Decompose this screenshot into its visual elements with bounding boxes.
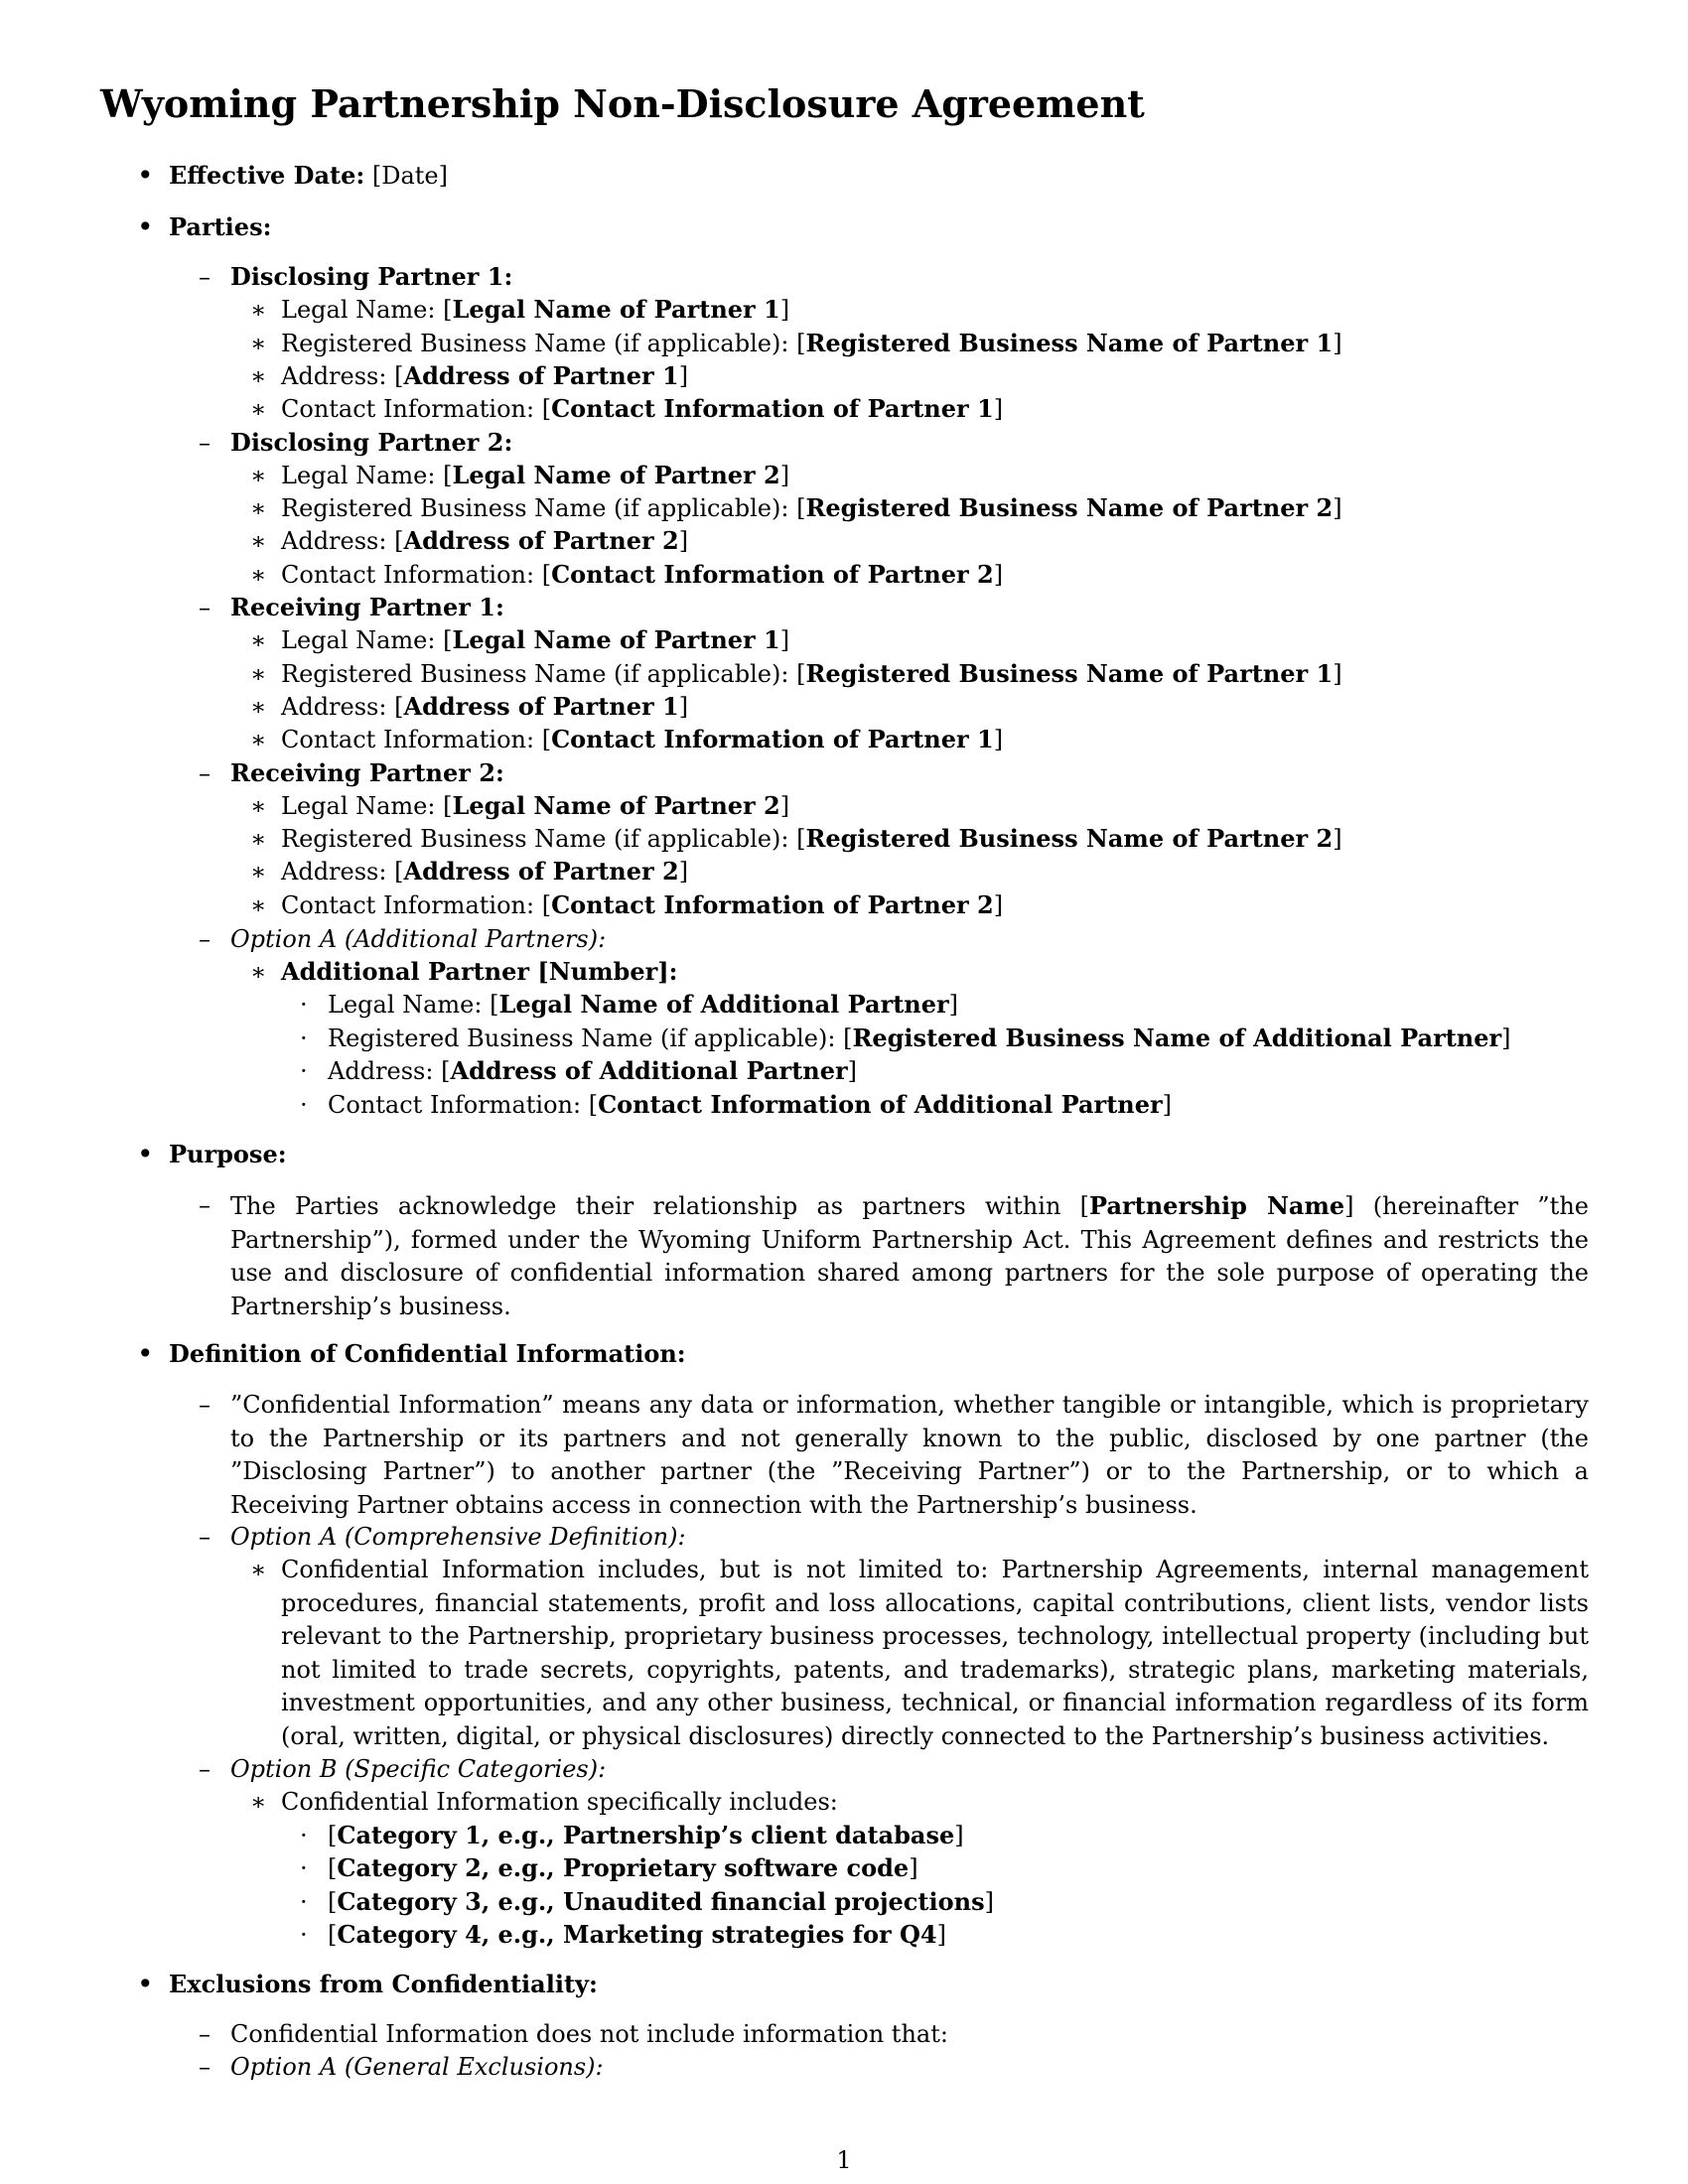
- category-item: [Category 1, e.g., Partnership’s client database]: [328, 1821, 964, 1849]
- dot-marker: ·: [300, 1822, 308, 1849]
- category-item: [Category 2, e.g., Proprietary software code]: [328, 1853, 918, 1882]
- additional-registered-name: Registered Business Name (if applicable): [Registered Business Name of Additional Partner]: [328, 1024, 1511, 1052]
- partner-contact-information: Contact Information: [Contact Information of Partner 1]: [281, 725, 1004, 754]
- dash-marker: –: [199, 925, 211, 953]
- bullet: •: [137, 1138, 154, 1170]
- dash-marker: –: [199, 2053, 211, 2081]
- partner-contact-information: Contact Information: [Contact Information of Partner 1]: [281, 394, 1004, 424]
- asterisk-marker: ∗: [250, 626, 267, 655]
- parties-option-a-label: Option A (Additional Partners):: [230, 925, 607, 953]
- page-number: 1: [836, 2146, 852, 2174]
- partner-heading: Disclosing Partner 2:: [230, 427, 513, 457]
- additional-partner-heading: Additional Partner [Number]:: [281, 957, 678, 986]
- asterisk-marker: ∗: [250, 461, 267, 489]
- bullet: •: [137, 159, 154, 192]
- exclusions-intro: Confidential Information does not include information that:: [230, 2020, 948, 2048]
- asterisk-marker: ∗: [250, 825, 267, 854]
- partner-legal-name: Legal Name: [Legal Name of Partner 2]: [281, 790, 790, 820]
- effective-date: Effective Date: [Date]: [169, 161, 448, 190]
- partner-address: Address: [Address of Partner 1]: [281, 360, 689, 390]
- dot-marker: ·: [300, 1921, 308, 1949]
- dash-marker: –: [199, 428, 211, 457]
- dash-marker: –: [199, 1755, 211, 1783]
- partner-heading: Disclosing Partner 1:: [230, 262, 513, 291]
- partner-address: Address: [Address of Partner 1]: [281, 691, 689, 721]
- category-item: [Category 4, e.g., Marketing strategies for Q4]: [328, 1920, 946, 1949]
- partner-registered-business-name: Registered Business Name (if applicable): [Registered Business Name of Partner 1]: [281, 658, 1342, 688]
- asterisk-marker: ∗: [250, 1556, 267, 1583]
- dot-marker: ·: [300, 1024, 308, 1052]
- partner-contact-information: Contact Information: [Contact Information of Partner 2]: [281, 889, 1004, 919]
- asterisk-marker: ∗: [250, 726, 267, 754]
- asterisk-marker: ∗: [250, 527, 267, 556]
- asterisk-marker: ∗: [250, 890, 267, 919]
- asterisk-marker: ∗: [250, 395, 267, 424]
- bullet: •: [137, 210, 154, 243]
- purpose-text: The Parties acknowledge their relationship as partners within [Partnership Name] (hereinafter ”the Partnership”), formed under the Wyoming Uniform Partnership Act. This Agreement defines and restricts the use and disclosure of confidential information shared among partners for the sole purpose of operating the Partnership’s business.: [230, 1191, 1589, 1320]
- definition-option-b-intro: Confidential Information specifically includes:: [281, 1788, 838, 1816]
- asterisk-marker: ∗: [250, 560, 267, 589]
- additional-contact: Contact Information: [Contact Information of Additional Partner]: [328, 1090, 1173, 1119]
- partner-address: Address: [Address of Partner 2]: [281, 526, 689, 556]
- dash-marker: –: [199, 1391, 211, 1419]
- definition-option-a-text: Confidential Information includes, but is not limited to: Partnership Agreements, internal management procedures, financial statements, profit and loss allocations, capital contributions, client lists, vendor lists relevant to the Partnership, proprietary business processes, technology, intellectual property (including but not limited to trade secrets, copyrights, patents, and trademarks), strategic plans, marketing materials, investment opportunities, and any other business, technical, or financial information regardless of its form (oral, written, digital, or physical disclosures) directly connected to the Partnership’s business activities.: [281, 1556, 1589, 1750]
- document-title: Wyoming Partnership Non-Disclosure Agreement: [100, 81, 1145, 126]
- dot-marker: ·: [300, 1888, 308, 1916]
- dot-marker: ·: [300, 1854, 308, 1882]
- dot-marker: ·: [300, 1057, 308, 1085]
- asterisk-marker: ∗: [250, 329, 267, 357]
- partner-registered-business-name: Registered Business Name (if applicable): [Registered Business Name of Partner 1]: [281, 328, 1342, 357]
- dash-marker: –: [199, 594, 211, 621]
- exclusions-heading: Exclusions from Confidentiality:: [169, 1970, 598, 1998]
- additional-legal-name: Legal Name: [Legal Name of Additional Partner]: [328, 990, 959, 1019]
- partner-legal-name: Legal Name: [Legal Name of Partner 1]: [281, 625, 790, 655]
- asterisk-marker: ∗: [250, 958, 267, 986]
- asterisk-marker: ∗: [250, 361, 267, 390]
- partner-legal-name: Legal Name: [Legal Name of Partner 2]: [281, 460, 790, 489]
- partner-address: Address: [Address of Partner 2]: [281, 857, 689, 887]
- category-item: [Category 3, e.g., Unaudited financial projections]: [328, 1887, 994, 1916]
- partner-contact-information: Contact Information: [Contact Information of Partner 2]: [281, 559, 1004, 589]
- dash-marker: –: [199, 1523, 211, 1551]
- parties-heading: Parties:: [169, 212, 272, 241]
- asterisk-marker: ∗: [250, 692, 267, 721]
- partner-legal-name: Legal Name: [Legal Name of Partner 1]: [281, 295, 790, 325]
- asterisk-marker: ∗: [250, 494, 267, 523]
- partner-heading: Receiving Partner 2:: [230, 757, 504, 787]
- definition-text: ”Confidential Information” means any data or information, whether tangible or intangible, which is proprietary to the Partnership or its partners and not generally known to the public, disclosed by one partner (the ”Disclosing Partner”) to another partner (the ”Receiving Partner”) or to the Partnership, or to which a Receiving Partner obtains access in connection with the Partnership’s business.: [230, 1391, 1589, 1519]
- asterisk-marker: ∗: [250, 791, 267, 820]
- purpose-heading: Purpose:: [169, 1140, 287, 1168]
- definition-option-a-label: Option A (Comprehensive Definition):: [230, 1523, 686, 1551]
- dash-marker: –: [199, 1191, 211, 1219]
- exclusions-option-a-label: Option A (General Exclusions):: [230, 2053, 604, 2081]
- dot-marker: ·: [300, 1091, 308, 1119]
- asterisk-marker: ∗: [250, 659, 267, 688]
- bullet: •: [137, 1337, 154, 1370]
- partner-heading: Receiving Partner 1:: [230, 593, 504, 621]
- bullet: •: [137, 1968, 154, 2000]
- additional-address: Address: [Address of Additional Partner]: [328, 1056, 858, 1085]
- asterisk-marker: ∗: [250, 858, 267, 887]
- asterisk-marker: ∗: [250, 296, 267, 325]
- partner-registered-business-name: Registered Business Name (if applicable): [Registered Business Name of Partner 2]: [281, 493, 1342, 523]
- dot-marker: ·: [300, 991, 308, 1019]
- definition-heading: Definition of Confidential Information:: [169, 1339, 686, 1368]
- asterisk-marker: ∗: [250, 1788, 267, 1816]
- dash-marker: –: [199, 263, 211, 291]
- partner-registered-business-name: Registered Business Name (if applicable): [Registered Business Name of Partner 2]: [281, 824, 1342, 854]
- dash-marker: –: [199, 758, 211, 787]
- dash-marker: –: [199, 2020, 211, 2048]
- definition-option-b-label: Option B (Specific Categories):: [230, 1755, 607, 1783]
